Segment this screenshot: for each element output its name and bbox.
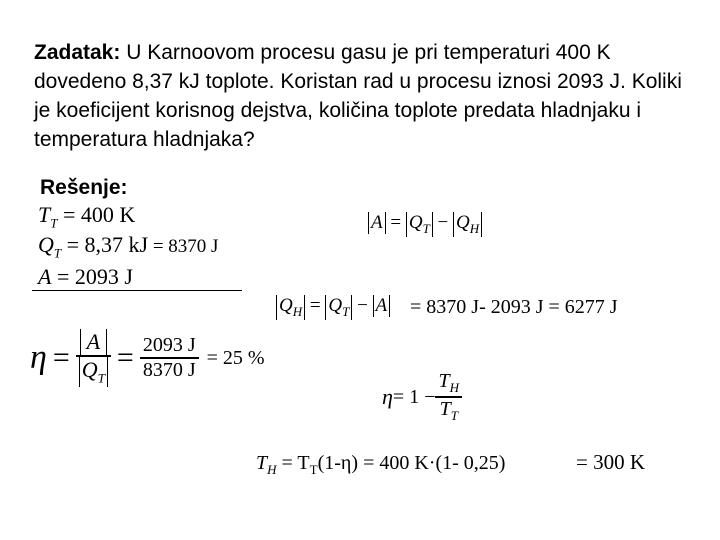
task-text: U Karnoovom procesu gasu je pri temperaturi 400 K dovedeno 8,37 kJ toplote. Koristan rad u procesu iznosi 2093 J. Koliki je koeficijent korisnog dejstva, količina toplote predata hladnjaku i temperatura hladnjaka? xyxy=(34,41,682,151)
efficiency-formula: η = $\frac{A}{Q_T}$ = $\frac{2093 J}{8370 J}$ = 25 % xyxy=(30,329,265,386)
eta-temperature-formula: η = 1 − $\frac{T_H}{T_T}$ xyxy=(382,366,462,428)
a-symbol: A xyxy=(38,264,52,289)
fraction-th-over-tt: $\frac{T_H}{T_T}$ xyxy=(435,370,462,424)
tt-sub: T xyxy=(50,215,58,231)
given-a xyxy=(38,264,133,290)
abs-a: A xyxy=(368,212,386,234)
abs-qh-lhs: $Q_H$ xyxy=(276,295,305,320)
a-value: = 2093 J xyxy=(51,264,133,289)
heat-result xyxy=(410,296,618,319)
th-formula: $T_H = T_T(1-\eta) = 400$ K·(1- 0,25) xyxy=(256,452,506,477)
qt-symbol: Q xyxy=(38,232,54,257)
heat-final: = 6277 J xyxy=(543,296,618,318)
given-tt xyxy=(38,202,135,231)
th-final: = 300 K xyxy=(576,450,646,474)
eta-symbol: η xyxy=(30,339,47,376)
task-statement xyxy=(34,38,704,154)
solution-heading: Rešenje: xyxy=(40,176,128,199)
qt-converted: = 8370 J xyxy=(148,236,219,257)
abs-qh: $Q_H$ xyxy=(453,212,482,237)
abs-qt: $Q_T$ xyxy=(406,212,433,237)
task-label: Zadatak: xyxy=(34,41,121,64)
qt-value: = 8,37 kJ xyxy=(61,232,149,257)
fraction-a-over-qt: $\frac{A}{Q_T}$ xyxy=(76,329,111,386)
abs-a-rhs: A xyxy=(373,295,391,317)
heat-subtraction: = 8370 J- 2093 J xyxy=(410,296,544,318)
tt-symbol: T xyxy=(38,202,51,227)
th-calc: = 400 K·(1- 0,25) xyxy=(358,452,506,474)
efficiency-result: = 25 % xyxy=(206,346,265,369)
given-qt xyxy=(38,232,218,261)
given-divider xyxy=(32,290,242,291)
fraction-numeric: $\frac{2093 J}{8370 J}$ xyxy=(140,334,199,382)
abs-qt-rhs: $Q_T$ xyxy=(325,295,352,320)
work-formula: $A = Q_T - Q_H$ xyxy=(368,212,482,237)
qt-sub: T xyxy=(53,245,62,261)
tt-value: = 400 K xyxy=(57,202,136,227)
heat-formula: $Q_H = Q_T - A$ xyxy=(276,295,390,320)
